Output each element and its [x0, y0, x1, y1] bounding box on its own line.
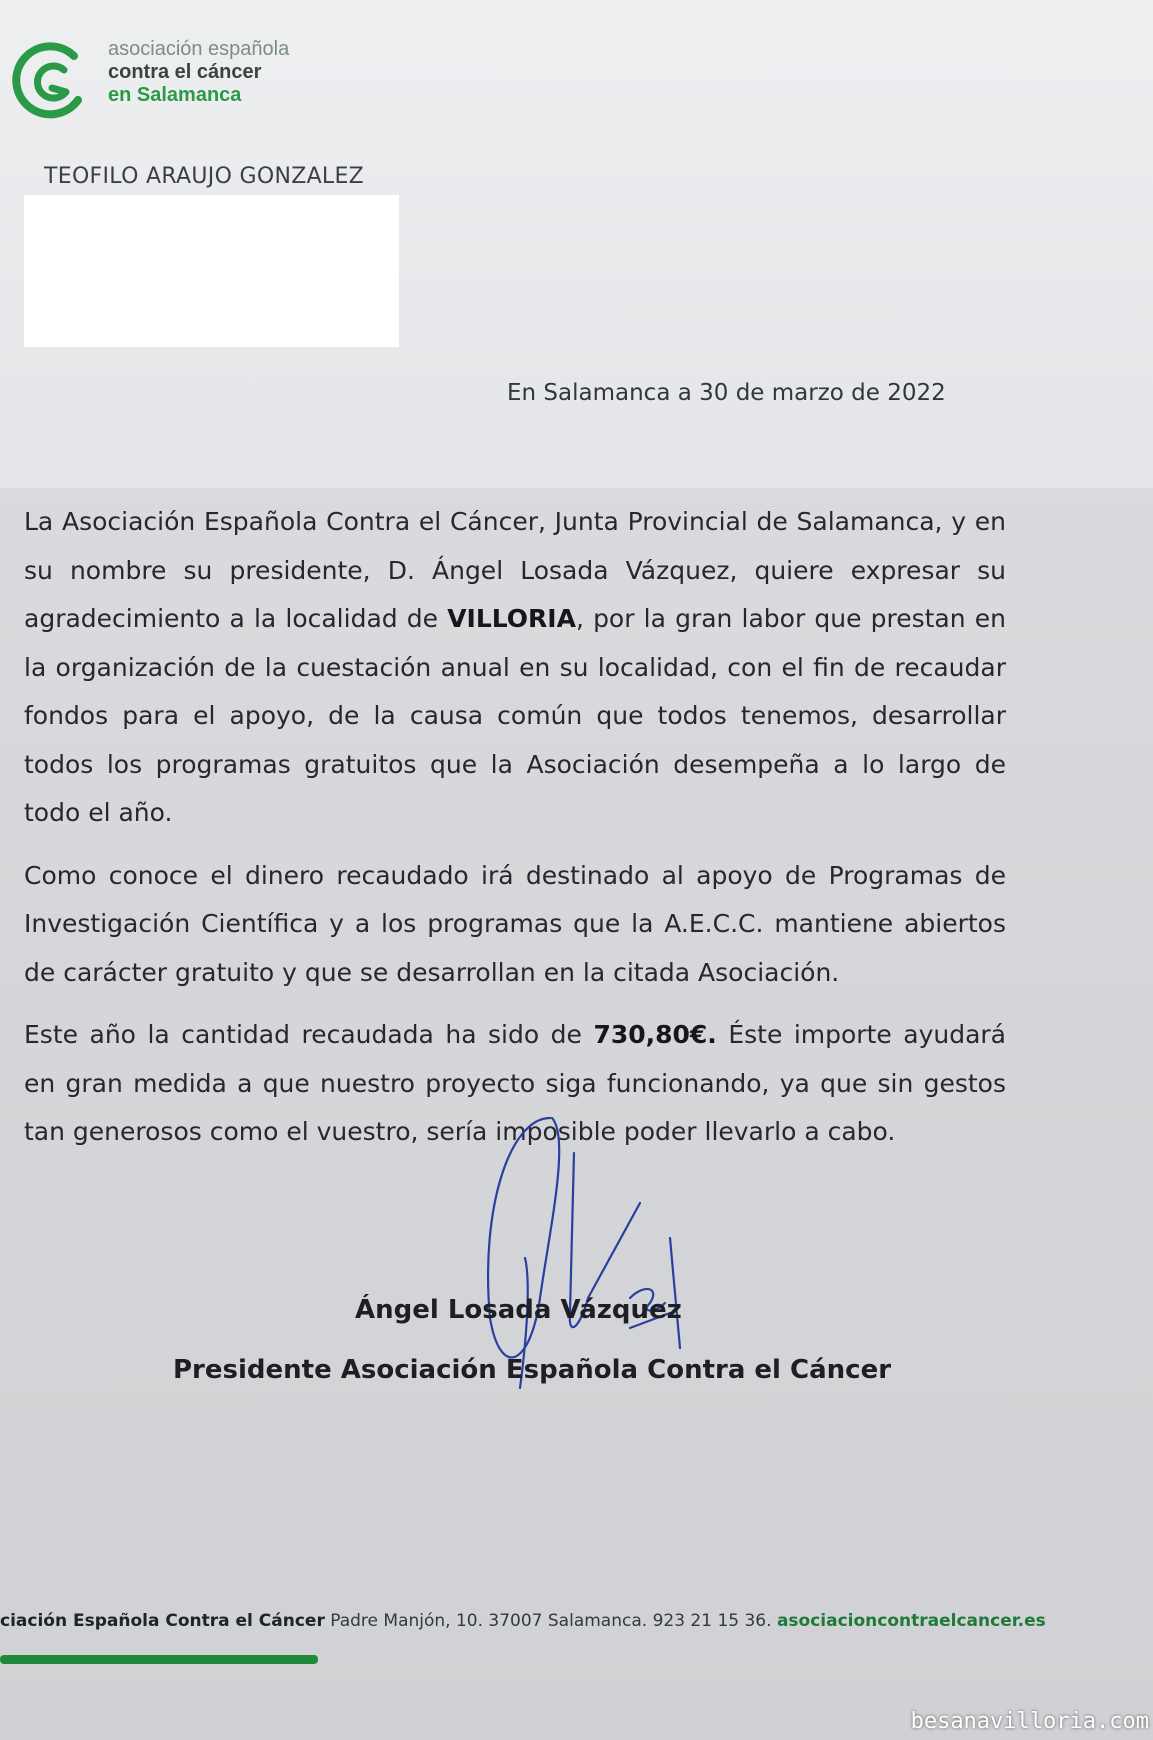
aecc-logo-icon [12, 42, 92, 122]
amount-raised: 730,80€. [593, 1020, 717, 1049]
letter-body [24, 498, 1006, 1171]
org-name-line1: asociación española [108, 38, 290, 60]
watermark: besanavilloria.com [910, 1709, 1149, 1734]
letter-date: En Salamanca a 30 de marzo de 2022 [507, 380, 946, 406]
footer-website: asociacioncontraelcancer.es [776, 1611, 1046, 1631]
letterhead-footer [0, 1611, 1046, 1631]
org-name-line3: en Salamanca [108, 84, 242, 106]
redacted-address [24, 195, 399, 347]
org-name [108, 38, 289, 107]
paragraph-2: Como conoce el dinero recaudado irá destinado al apoyo de Programas de Investigación Científica y a los programas que la A.E.C.C. mantiene abiertos de carácter gratuito y que se desarrollan en la citada Asociación. [24, 860, 1006, 987]
signer-role: Presidente Asociación Española Contra el Cáncer [173, 1355, 892, 1385]
signer-name: Ángel Losada Vázquez [355, 1295, 682, 1325]
org-logo [12, 38, 342, 128]
footer-address: Padre Manjón, 10. 37007 Salamanca. 923 21 15 36. [324, 1611, 777, 1631]
handwritten-signature [470, 1098, 730, 1398]
paragraph-3: Este año la cantidad recaudada ha sido de 730,80€. Éste importe ayudará en gran medida a que nuestro proyecto siga funcionando, ya que sin gestos tan generosos como el vuestro, sería imposible poder llevarlo a cabo. [24, 1020, 1007, 1146]
footer-green-bar [0, 1655, 318, 1664]
town-name: VILLORIA [447, 604, 576, 633]
org-name-line2: contra el cáncer [108, 61, 262, 83]
footer-org: ciación Española Contra el Cáncer [0, 1611, 325, 1631]
recipient-name: TEOFILO ARAUJO GONZALEZ [44, 164, 365, 189]
paragraph-1: La Asociación Española Contra el Cáncer, Junta Provincial de Salamanca, y en su nombre su presidente, D. Ángel Losada Vázquez, quiere expresar su agradecimiento a la localidad de VILLORIA, por la gran labor que prestan en la organización de la cuestación anual en su localidad, con el fin de recaudar fondos para el apoyo, de la causa común que todos tenemos, desarrollar todos los programas gratuitos que la Asociación desempeña a lo largo de todo el año. [24, 507, 1006, 827]
